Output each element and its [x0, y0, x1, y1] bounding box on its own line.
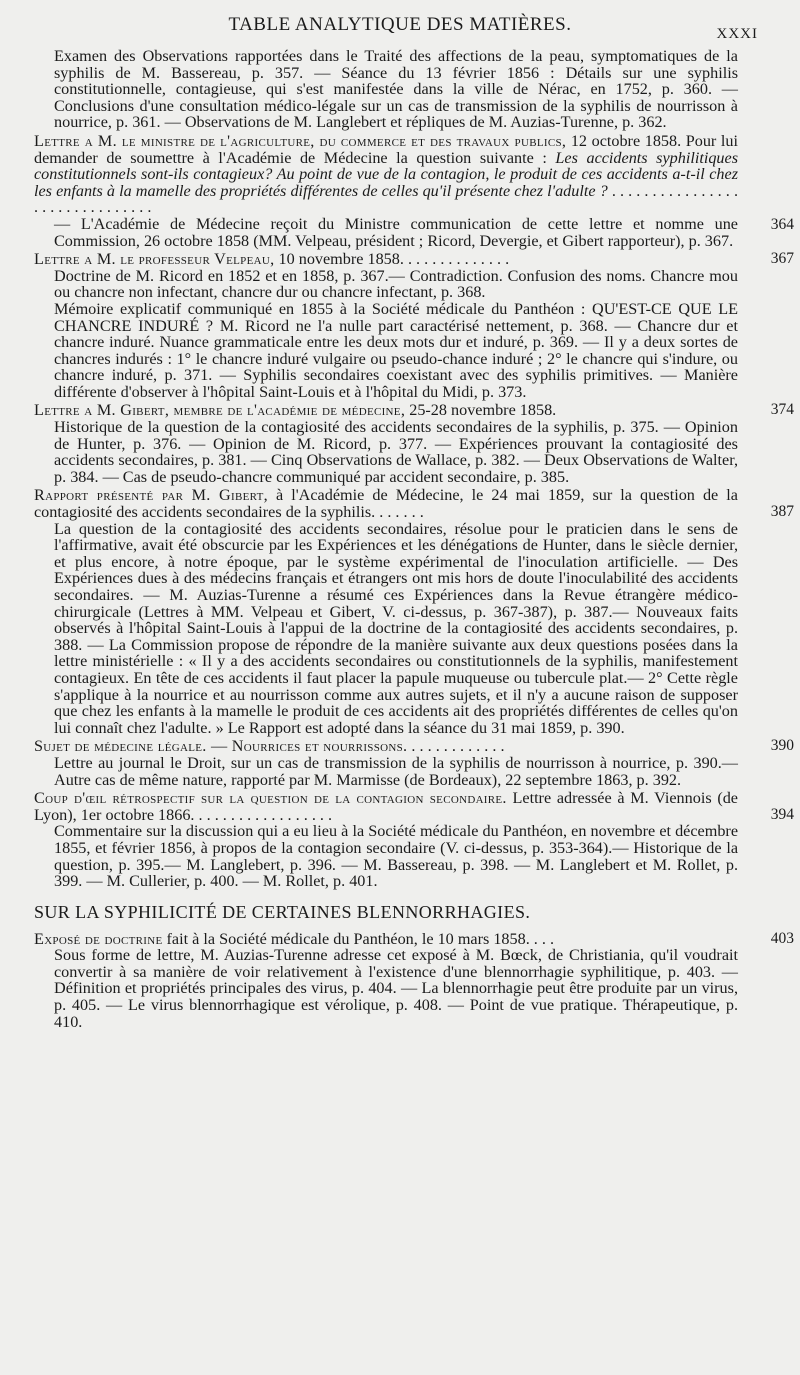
page-reference: 374: [770, 401, 794, 419]
dot-leader: . . . . . . . . . . . . . . . . . . . . . . . . . . . . . . .: [34, 181, 739, 217]
entry-heading: [34, 133, 738, 216]
entry-lead: Coup d'œil rétrospectif sur la question de la contagion secondaire.: [34, 789, 507, 808]
entry-heading-text: 12 octobre 1858. Pour lui demander de soumettre à l'Académie de Médecine la question suivante :: [34, 131, 738, 167]
entry-heading: [34, 738, 738, 755]
entry-lead: Lettre a M. le ministre de l'agriculture, du commerce et des travaux publics,: [34, 131, 567, 150]
entry-lead: Sujet de médecine légale. — Nourrices et nourrissons.: [34, 737, 408, 756]
entry-lead: Exposé de doctrine: [34, 929, 163, 948]
entry-heading-text: fait à la Société médicale du Panthéon, le 10 mars 1858. . . .: [162, 929, 555, 948]
entry-body: Commentaire sur la discussion qui a eu lieu à la Société médicale du Panthéon, en novembre et décembre 1855, et février 1856, à propos de la contagion secondaire (V. ci-dessus, p. 353-364).— Historique de la question, p. 395.— M. Langlebert, p. 396. — M. Bassereau, p. 398. — M. Langlebert et M. Rollet, p. 399. — M. Cullerier, p. 400. — M. Rollet, p. 401.: [54, 822, 738, 891]
toc-entry-lettre-gibert: [34, 402, 794, 485]
page-number: XXXI: [716, 26, 758, 42]
entry-heading-text: 25-28 novembre 1858.: [405, 401, 557, 420]
page-reference: 367: [770, 250, 794, 268]
entry-lead: Rapport présenté par M. Gibert,: [34, 486, 268, 505]
page-header: [0, 14, 800, 44]
toc-entry-lettre-velpeau: [34, 251, 794, 400]
entry-heading: [34, 402, 738, 419]
table-of-contents: [34, 48, 794, 1030]
page-reference: 403: [770, 929, 794, 947]
section-title: SUR LA SYPHILICITÉ DE CERTAINES BLENNORRHAGIES.: [34, 901, 531, 922]
entry-question: Les accidents syphilitiques constitutionnels sont-ils contagieux? Au point de vue de la contagion, le produit de ces accidents a-t-il chez les enfants à la mamelle des propriétés différentes de celles qu'il présente chez l'adulte ?: [34, 148, 738, 200]
toc-entry-lettre-ministre: [34, 133, 794, 249]
entry-body-2: Mémoire explicatif communiqué en 1855 à la Société médicale du Panthéon : QU'EST-CE QUE LE CHANCRE INDURÉ ? M. Ricord ne l'a nulle part caractérisé nettement, p. 368. — Chancre dur et chancre induré. Nuance grammaticale entre les deux mots dur et induré, p. 369. — Il y a deux sortes de chancres indurés : 1° le chancre induré vulgaire ou pseudo-chance induré ; 2° le chancre qui s'indure, ou chancre induré, p. 371. — Syphilis secondaires coexistant avec des syphilis primitives. — Manière différente d'observer à l'hôpital Saint-Louis et à l'hôpital du Midi, p. 373.: [54, 299, 738, 401]
toc-entry-expose-doctrine: [34, 931, 794, 1031]
page-reference: 364: [770, 215, 794, 233]
entry-body: — L'Académie de Médecine reçoit du Ministre communication de cette lettre et nomme une Commission, 26 octobre 1858 (MM. Velpeau, président ; Ricord, Devergie, et Gibert rapporteur), p. 367.: [54, 214, 738, 250]
entry-text: Examen des Observations rapportées dans le Traité des affections de la peau, symptomatiques de la syphilis de M. Bassereau, p. 357. — Séance du 13 février 1856 : Détails sur une syphilis constitutionnelle, contagieuse, qui s'est manifestée dans la ville de Nérac, en 1752, p. 360. — Conclusions d'une consultation médico-légale sur un cas de transmission de la syphilis de nourrisson à nourrice, p. 361. — Observations de M. Langlebert et répliques de M. Auzias-Turenne, p. 362.: [54, 47, 738, 132]
toc-entry-rapport-gibert: [34, 487, 794, 736]
entry-lead: Lettre a M. le professeur Velpeau,: [34, 250, 275, 269]
entry-body: Doctrine de M. Ricord en 1852 et en 1858, p. 367.— Contradiction. Confusion des noms. Chancre mou ou chancre non infectant, chancre dur ou chancre infectant, p. 368.: [54, 266, 738, 302]
toc-entry-medecine-legale: [34, 738, 794, 788]
entry-heading-text: Lettre adressée à M. Viennois (de Lyon), 1er octobre 1866. . . . . . . . . . . . . . . . . .: [34, 789, 738, 824]
entry-heading: [34, 790, 738, 823]
running-title: TABLE ANALYTIQUE DES MATIÈRES.: [228, 14, 572, 35]
entry-heading-text: à l'Académie de Médecine, le 24 mai 1859, sur la question de la contagiosité des accidents secondaires de la syphilis. . . . . . .: [34, 486, 738, 522]
entry-heading: [34, 251, 738, 268]
entry-heading-text: . . . . . . . . . . . .: [407, 737, 505, 756]
entry-heading-text: 10 novembre 1858. . . . . . . . . . . . . .: [274, 250, 510, 269]
page-reference: 387: [770, 503, 794, 521]
entry-body: Lettre au journal le Droit, sur un cas de transmission de la syphilis de nourrisson à nourrice, p. 390.— Autre cas de même nature, rapporté par M. Marmisse (de Bordeaux), 22 septembre 1863, p. 392.: [54, 753, 738, 789]
entry-heading: [34, 487, 738, 520]
entry-heading: [34, 931, 738, 948]
entry-lead: Lettre a M. Gibert, membre de l'académie de médecine,: [34, 401, 406, 420]
toc-entry-continued: [34, 48, 794, 131]
entry-body: Historique de la question de la contagiosité des accidents secondaires de la syphilis, p. 375. — Opinion de Hunter, p. 376. — Opinion de M. Ricord, p. 377. — Expériences prouvant la contagiosité des accidents secondaires, p. 381. — Cinq Observations de Wallace, p. 382. — Deux Observations de Walter, p. 384. — Cas de pseudo-chancre communiqué par accident secondaire, p. 385.: [54, 418, 738, 486]
page-reference: 394: [770, 806, 794, 824]
entry-body: La question de la contagiosité des accidents secondaires, résolue pour le praticien dans le sens de l'affirmative, avait été obscurcie par les Expériences et les dénégations de Hunter, dans le siècle dernier, et plus encore, à notre époque, par le système expérimental de l'inoculation artificielle. — Des Expériences dues à des médecins français et étrangers ont mis hors de doute l'inoculabilité des accidents secondaires. — M. Auzias-Turenne a résumé ces Expériences dans la Revue étrangère médico-chirurgicale (Lettres à MM. Velpeau et Gibert, V. ci-dessus, p. 367-387), p. 387.— Nouveaux faits observés à l'hôpital Saint-Louis à l'appui de la doctrine de la contagiosité des accidents secondaires, p. 388. — La Commission propose de répondre de la manière suivante aux deux questions posées dans la lettre ministérielle : « Il y a des accidents secondaires ou constitutionnels de la syphilis, manifestement contagieux. En tête de ces accidents il faut placer la papule muqueuse ou tubercule plat.— 2° Cette règle s'applique à la nourrice et au nourrisson comme aux autres sujets, et il n'y a aucune raison de supposer que chez les enfants à la mamelle le produit de ces accidents ait des propriétés différentes de celles qu'on lui connaît chez l'adulte. » Le Rapport est adopté dans la séance du 31 mai 1859, p. 390.: [54, 519, 738, 737]
entry-body: Sous forme de lettre, M. Auzias-Turenne adresse cet exposé à M. Bœck, de Christiania, qu'il voudrait convertir à sa manière de voir relativement à l'existence d'une blennorrhagie syphilitique, p. 403. — Définition et propriétés principales des virus, p. 404. — La blennorrhagie peut être produite par un virus, p. 405. — Le virus blennorrhagique est vérolique, p. 408. — Point de vue pratique. Thérapeutique, p. 410.: [54, 946, 738, 1031]
page-reference: 390: [770, 737, 794, 755]
toc-entry-coup-oeil: [34, 790, 794, 890]
